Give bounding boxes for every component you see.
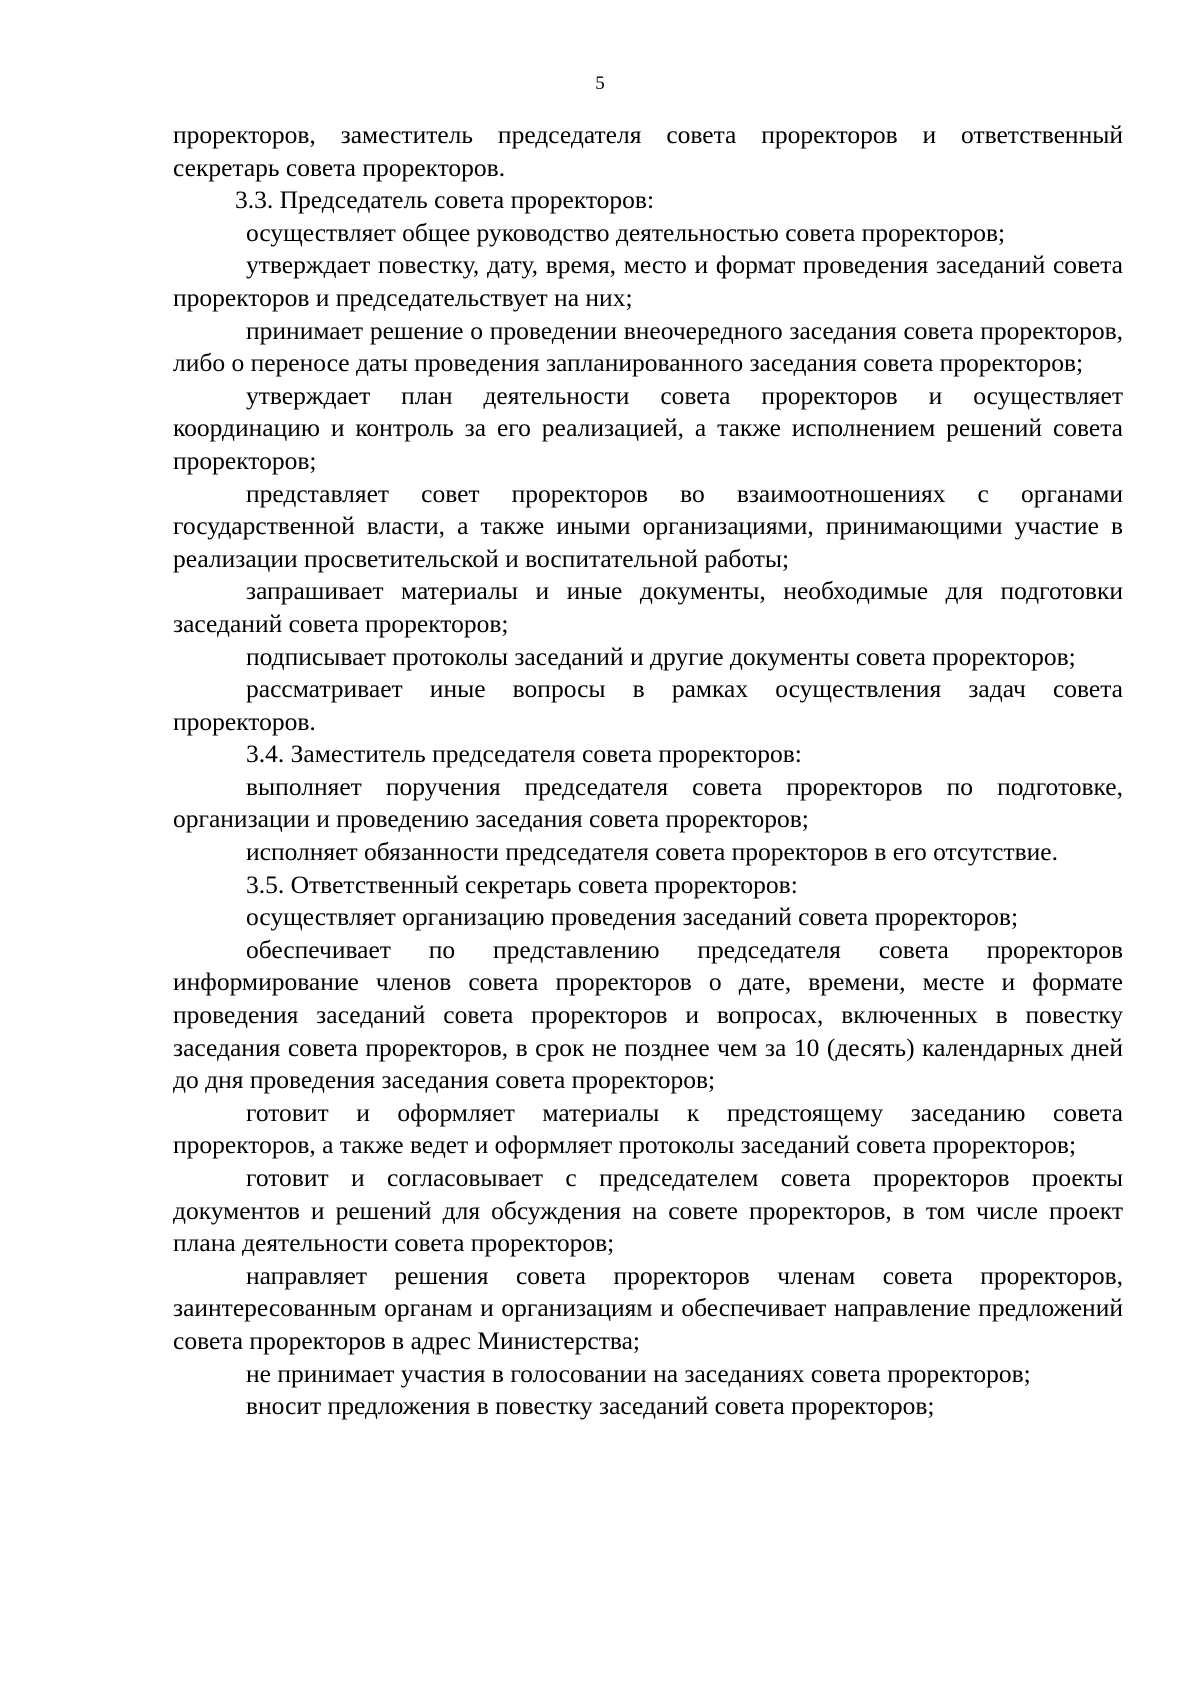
paragraph: осуществляет организацию проведения заседаний совета проректоров; xyxy=(246,902,1019,932)
paragraph: обеспечивает по представлению председателя совета проректоров информирование членов совета проректоров о дате, времени, месте и формате проведения заседаний совета проректоров и вопросах, включенных в повестку заседания совета проректоров, в срок не позднее чем за 10 (десять) календарных дней до дня проведения заседания совета проректоров; xyxy=(173,934,1123,1095)
page-number: 5 xyxy=(595,73,605,94)
paragraph: рассматривает иные вопросы в рамках осуществления задач совета проректоров. xyxy=(173,674,1123,736)
section-heading-3-5: 3.5. Ответственный секретарь совета проректоров: xyxy=(246,869,798,899)
paragraph: исполняет обязанности председателя совета проректоров в его отсутствие. xyxy=(246,837,1058,867)
paragraph: утверждает план деятельности совета проректоров и осуществляет координацию и контроль за его реализацией, а также исполнением решений совета проректоров; xyxy=(173,380,1123,475)
document-body xyxy=(173,119,1123,1423)
paragraph: направляет решения совета проректоров членам совета проректоров, заинтересованным органам и организациям и обеспечивает направление предложений совета проректоров в адрес Министерства; xyxy=(173,1260,1123,1355)
paragraph: готовит и оформляет материалы к предстоящему заседанию совета проректоров, а также ведет и оформляет протоколы заседаний совета проректоров; xyxy=(173,1097,1123,1160)
paragraph: принимает решение о проведении внеочередного заседания совета проректоров, либо о переносе даты проведения запланированного заседания совета проректоров; xyxy=(173,315,1123,378)
paragraph: подписывает протоколы заседаний и другие документы совета проректоров; xyxy=(246,641,1076,671)
paragraph: осуществляет общее руководство деятельностью совета проректоров; xyxy=(246,217,1006,247)
paragraph: готовит и согласовывает с председателем совета проректоров проекты документов и решений для обсуждения на совете проректоров, в том числе проект плана деятельности совета проректоров; xyxy=(173,1163,1123,1258)
paragraph-continuation: проректоров, заместитель председателя совета проректоров и ответственный секретарь совета проректоров. xyxy=(173,120,1123,182)
paragraph: выполняет поручения председателя совета проректоров по подготовке, организации и проведению заседания совета проректоров; xyxy=(173,771,1123,834)
section-heading-3-4: 3.4. Заместитель председателя совета проректоров: xyxy=(246,739,802,769)
section-heading-3-3: 3.3. Председатель совета проректоров: xyxy=(235,185,655,215)
paragraph: утверждает повестку, дату, время, место и формат проведения заседаний совета проректоров и председательствует на них; xyxy=(173,250,1123,312)
paragraph: вносит предложения в повестку заседаний совета проректоров; xyxy=(246,1391,935,1421)
paragraph: не принимает участия в голосовании на заседаниях совета проректоров; xyxy=(246,1358,1031,1388)
paragraph: представляет совет проректоров во взаимоотношениях с органами государственной власти, а также иными организациями, принимающими участие в реализации просветительской и воспитательной работы; xyxy=(173,478,1123,573)
paragraph: запрашивает материалы и иные документы, необходимые для подготовки заседаний совета проректоров; xyxy=(173,576,1123,638)
